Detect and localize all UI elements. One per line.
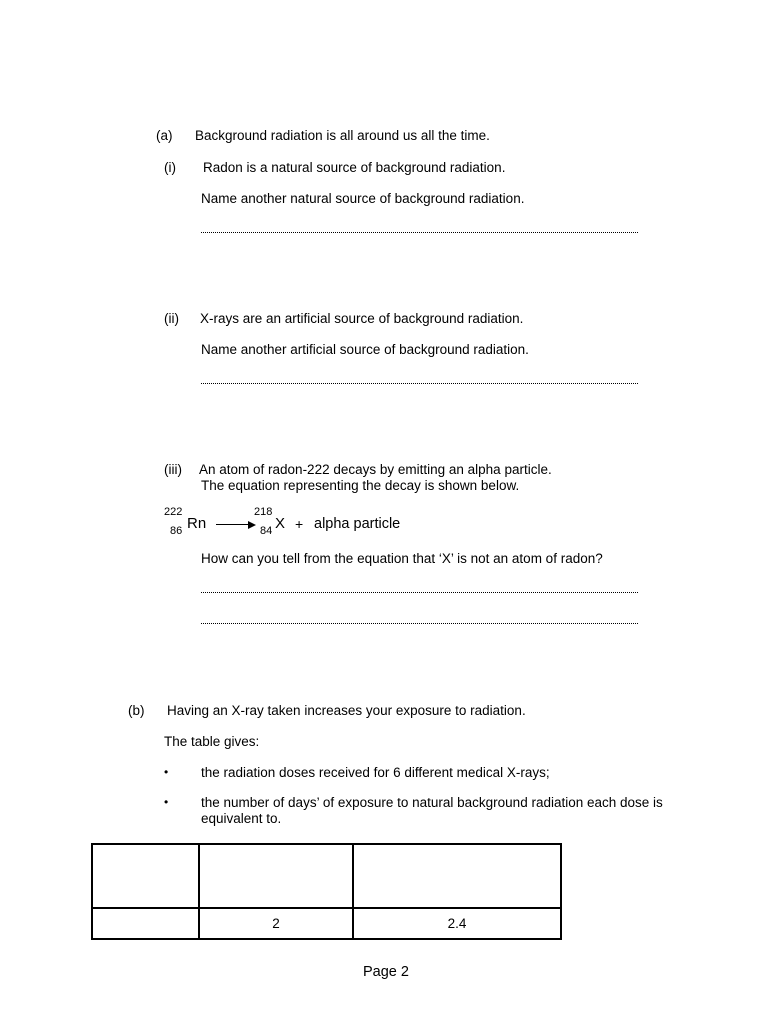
table-intro: The table gives: <box>164 734 260 749</box>
part-b-label: (b) <box>128 703 145 718</box>
table-cell: 2 <box>199 908 353 939</box>
answer-line-a-iii-1[interactable] <box>201 592 638 593</box>
table-cell: 2.4 <box>353 908 561 939</box>
part-b-intro: Having an X-ray taken increases your exposure to radiation. <box>167 703 526 718</box>
answer-line-a-i[interactable] <box>201 232 638 233</box>
header-cell <box>353 844 561 908</box>
x-symbol: X <box>275 515 286 532</box>
x-atomic-number: 84 <box>260 525 273 537</box>
table-row <box>92 908 561 939</box>
table-cell <box>92 908 199 939</box>
bullet-item-2: the number of days’ of exposure to natural background radiation each dose is <box>201 795 663 810</box>
equation-product: alpha particle <box>314 516 401 532</box>
dose-table <box>91 843 562 940</box>
part-a-intro: Background radiation is all around us all the time. <box>195 128 490 143</box>
rn-symbol: Rn <box>187 515 207 532</box>
table-header-row <box>92 844 561 908</box>
part-a-i-statement: Radon is a natural source of background radiation. <box>203 160 506 175</box>
part-a-i-label: (i) <box>164 160 176 175</box>
bullet-marker: • <box>164 795 169 809</box>
header-cell <box>92 844 199 908</box>
bullet-item-1: the radiation doses received for 6 different medical X-rays; <box>201 765 550 780</box>
part-a-i-question: Name another natural source of background radiation. <box>201 191 525 206</box>
header-cell <box>199 844 353 908</box>
rn-atomic-number: 86 <box>170 525 183 537</box>
part-a-ii-statement: X-rays are an artificial source of background radiation. <box>200 311 524 326</box>
rn-mass-number: 222 <box>164 506 183 518</box>
bullet-item-2-cont: equivalent to. <box>201 811 282 826</box>
equation-plus: + <box>295 516 304 532</box>
part-a-ii-label: (ii) <box>164 311 179 326</box>
x-mass-number: 218 <box>254 506 273 518</box>
part-a-label: (a) <box>156 128 173 143</box>
part-a-iii-statement-2: The equation representing the decay is shown below. <box>201 478 520 493</box>
arrow-right-icon <box>216 524 256 526</box>
part-a-iii-label: (iii) <box>164 462 182 477</box>
page-number: Page 2 <box>363 964 409 980</box>
answer-line-a-ii[interactable] <box>201 383 638 384</box>
part-a-iii-statement: An atom of radon-222 decays by emitting an alpha particle. <box>199 462 552 477</box>
part-a-ii-question: Name another artificial source of background radiation. <box>201 342 529 357</box>
part-a-iii-question: How can you tell from the equation that ‘X’ is not an atom of radon? <box>201 551 603 566</box>
bullet-marker: • <box>164 765 169 779</box>
answer-line-a-iii-2[interactable] <box>201 623 638 624</box>
